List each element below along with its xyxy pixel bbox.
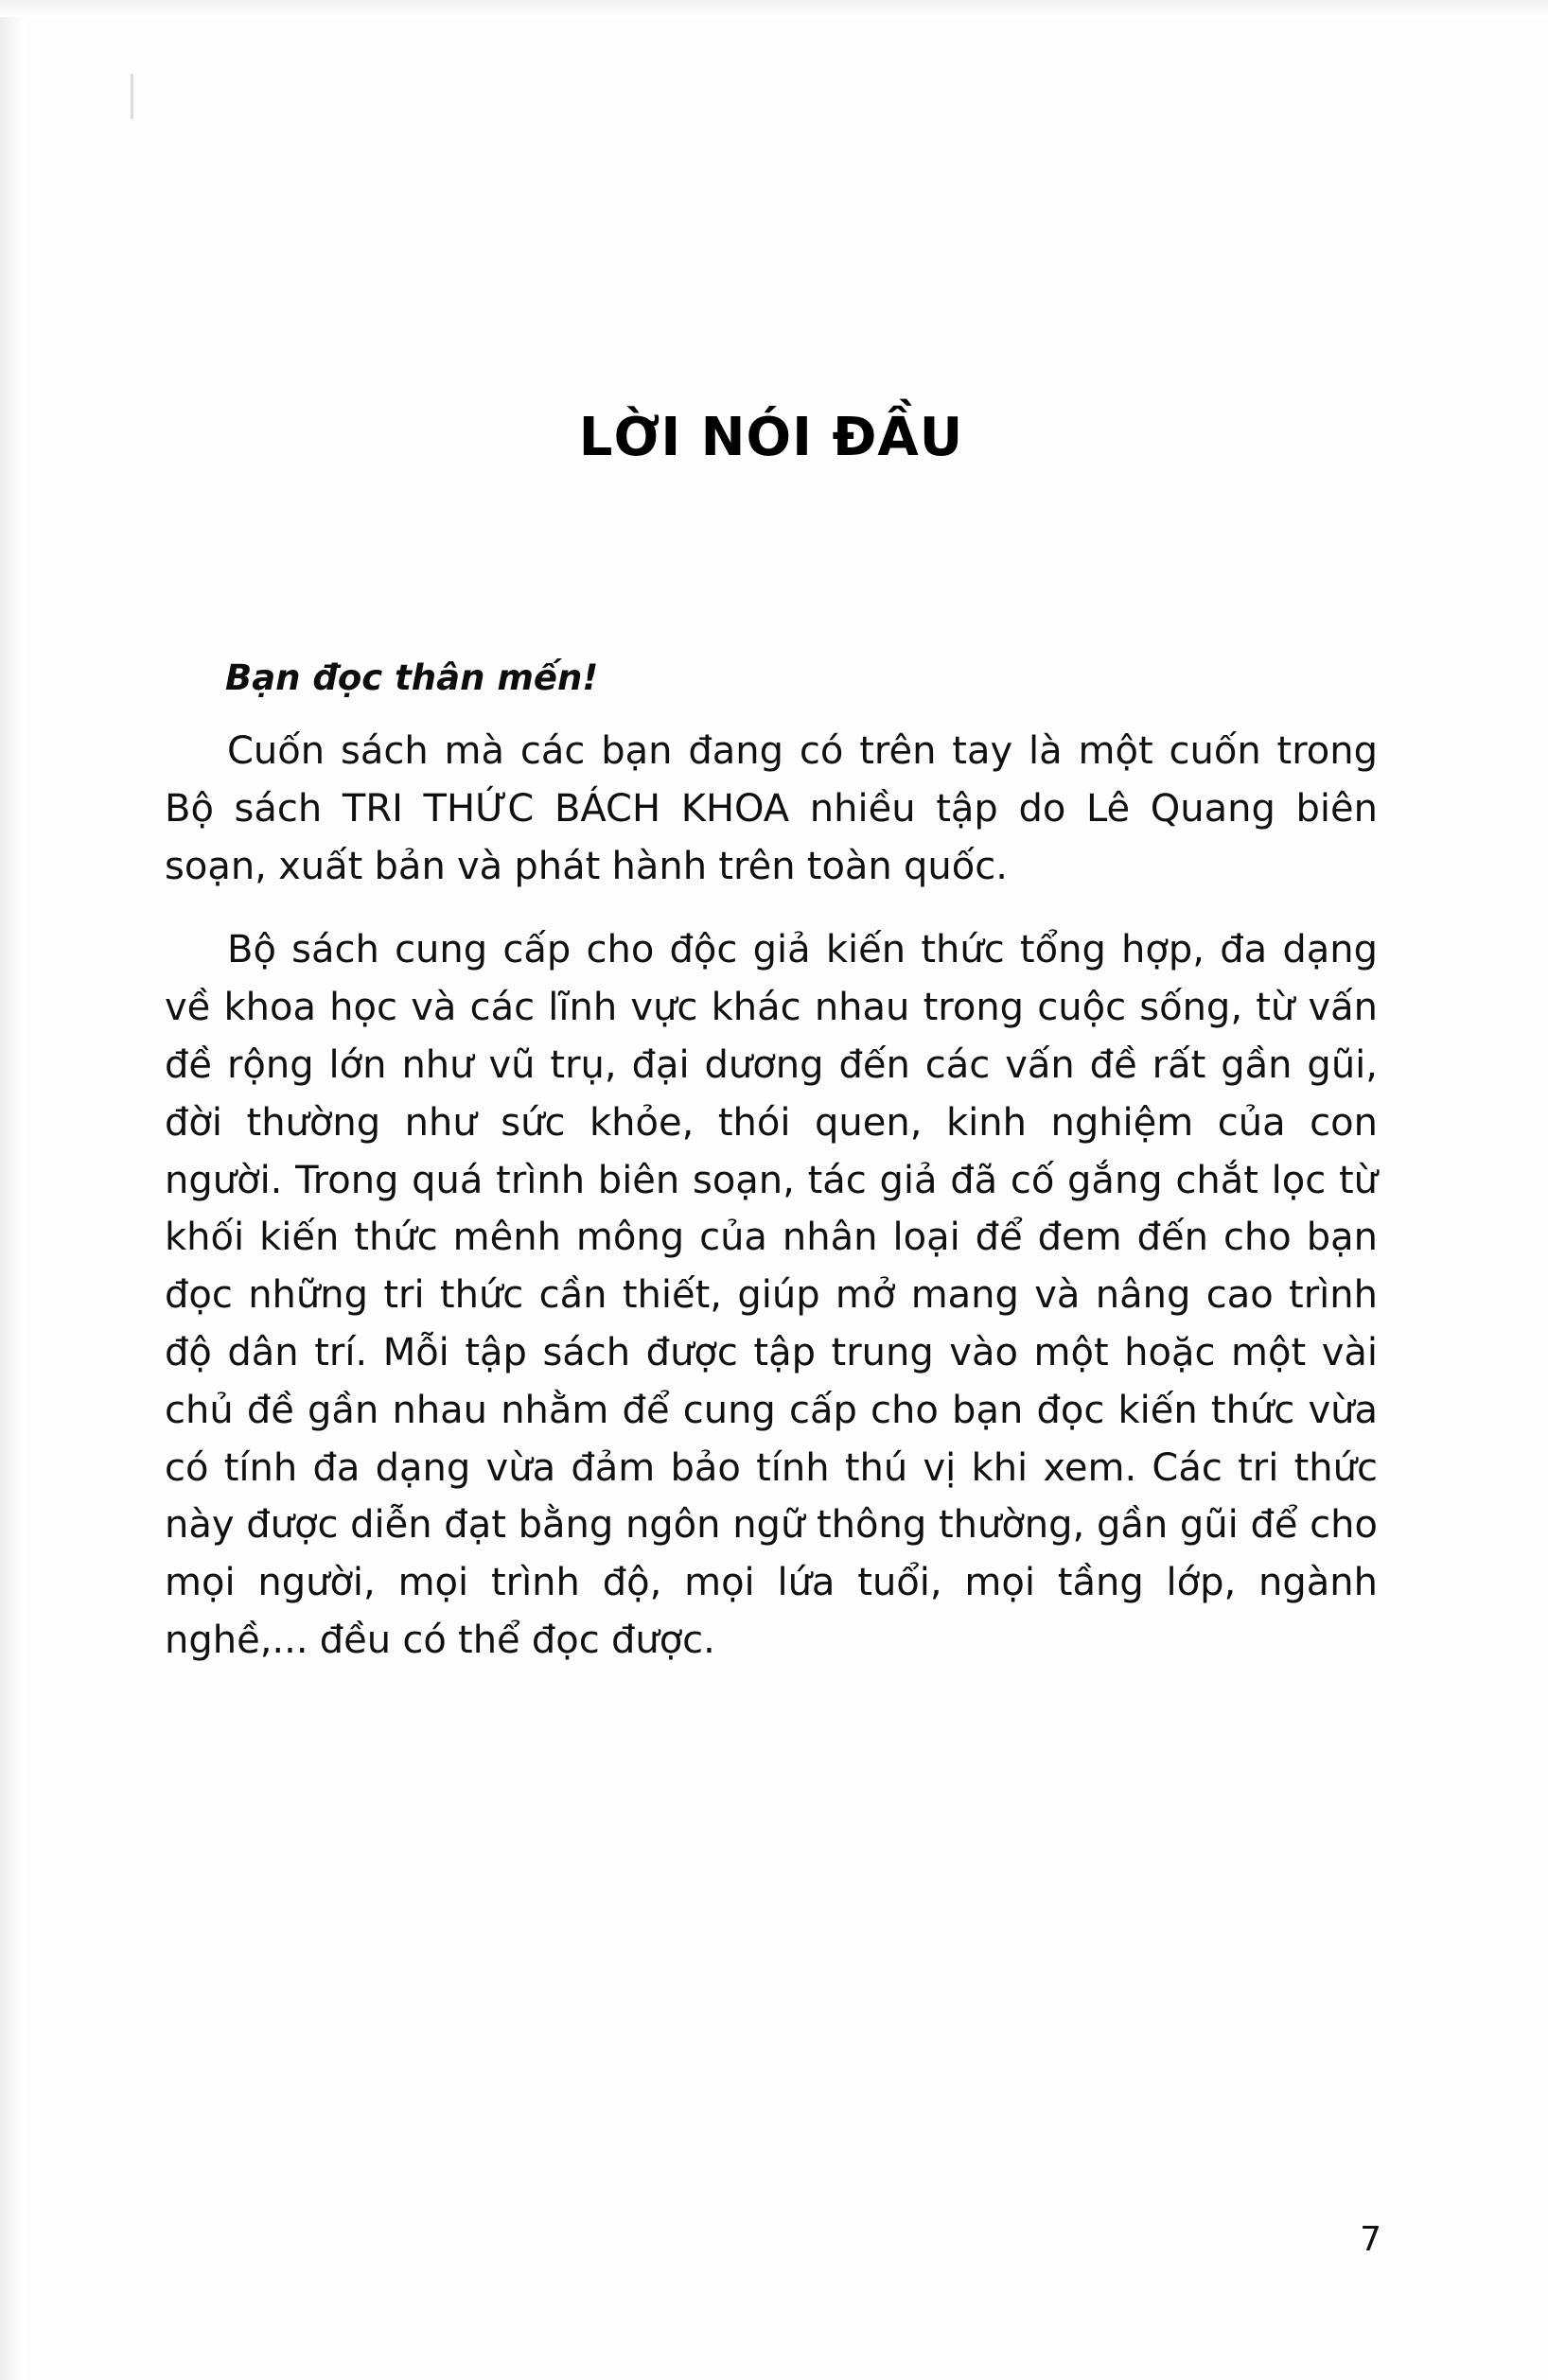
scan-artifact-mark — [131, 74, 133, 119]
page-number: 7 — [1360, 2220, 1381, 2259]
body-text — [142, 657, 1400, 1670]
page-title: LỜI NÓI ĐẦU — [578, 407, 964, 468]
paragraph-1: Cuốn sách mà các bạn đang có trên tay là một cuốn trong Bộ sách TRI THỨC BÁCH KHOA nhiều tập do Lê Quang biên soạn, xuất bản và phát hành trên toàn quốc. — [165, 729, 1378, 888]
page-content — [142, 0, 1400, 2380]
salutation: Bạn đọc thân mến! — [225, 657, 599, 698]
paragraph-2: Bộ sách cung cấp cho độc giả kiến thức tổng hợp, đa dạng về khoa học và các lĩnh vực khác nhau trong cuộc sống, từ vấn đề rộng lớn như vũ trụ, đại dương đến các vấn đề rất gần gũi, đời thường như sức khỏe, thói quen, kinh nghiệm của con người. Trong quá trình biên soạn, tác giả đã cố gắng chắt lọc từ khối kiến thức mênh mông của nhân loại để đem đến cho bạn đọc những tri thức cần thiết, giúp mở mang và nâng cao trình độ dân trí. Mỗi tập sách được tập trung vào một hoặc một vài chủ đề gần nhau nhằm để cung cấp cho bạn đọc kiến thức vừa có tính đa dạng vừa đảm bảo tính thú vị khi xem. Các tri thức này được diễn đạt bằng ngôn ngữ thông thường, gần gũi để cho mọi người, mọi trình độ, mọi lứa tuổi, mọi tầng lớp, ngành nghề,... đều có thể đọc được. — [165, 928, 1378, 1662]
scan-edge-left — [0, 0, 25, 2380]
